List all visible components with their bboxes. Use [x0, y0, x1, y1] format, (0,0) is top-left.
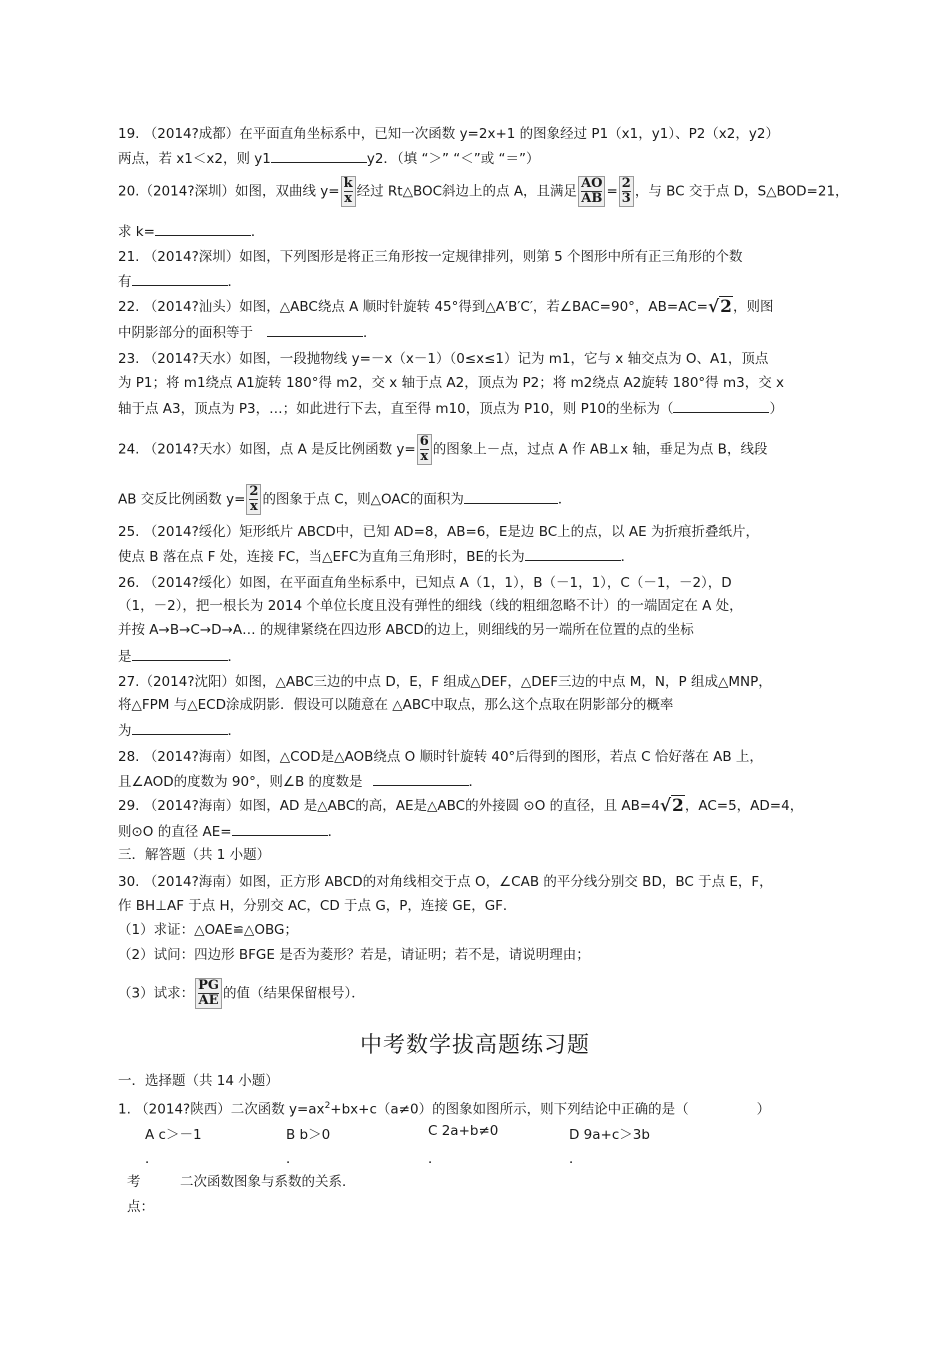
- q1-kaodian-label: 考: [127, 1174, 141, 1190]
- section-1-heading: 一．选择题（共 14 小题）: [118, 1073, 279, 1089]
- q22-line2: 中阴影部分的面积等于 ．: [118, 325, 377, 341]
- q20-line1: 20.（2014?深圳）如图，双曲线 y= $\frac{k}{x}$ 经过 Rt△BOC斜边上的点 A，且满足 $\frac{AO}{AB}$ = $\frac{2}{3}$ ，与 BC 交于点 D，S△BOD=21，: [118, 176, 849, 206]
- fraction-pg-over-ae: $\frac{PG}{AE}$: [195, 978, 222, 1009]
- q28-answer-blank: [373, 772, 469, 786]
- q24-line1: 24. （2014?天水）如图，点 A 是反比例函数 y= $\frac{6}{x}$ 的图象上－点，过点 A 作 AB⊥x 轴，垂足为点 B，线段: [118, 434, 768, 464]
- q29-line1: 29. （2014?海南）如图，AD 是△ABC的高，AE是△ABC的外接圆 ⊙O 的直径，且 AB=4√2，AC=5，AD=4，: [118, 796, 804, 816]
- q21-answer-blank: [132, 272, 228, 286]
- q30-part2: （2）试问：四边形 BFGE 是否为菱形？若是，请证明；若不是，请说明理由；: [118, 947, 590, 963]
- fraction-ao-over-ab: $\frac{AO}{AB}$: [578, 176, 605, 207]
- q1-stem: 1. （2014?陕西）二次函数 $y=ax^2+bx+c(a\ne 0)$的图象如图所示，则下列结论中正确的是（ ）: [118, 1101, 771, 1118]
- sqrt-symbol: √2: [707, 297, 732, 317]
- q19-answer-blank: [271, 149, 367, 163]
- q1-kaodian-label-2: 点：: [127, 1199, 154, 1215]
- q1-kaodian-text: 二次函数图象与系数的关系．: [180, 1174, 356, 1190]
- q27-line3: 为 ．: [118, 723, 241, 739]
- fraction-2-over-x: $\frac{2}{x}$: [246, 484, 261, 515]
- q1-option-a: A c＞－1: [145, 1127, 202, 1143]
- q23-line2: 为 P1；将 m1绕点 A1旋转 180°得 m2，交 x 轴于点 A2，顶点为 P2；将 m2绕点 A2旋转 180°得 m3，交 x: [118, 375, 784, 391]
- q21-line1: 21. （2014?深圳）如图，下列图形是将正三角形按一定规律排列，则第 5 个图形中所有正三角形的个数: [118, 249, 743, 265]
- q27-answer-blank: [132, 721, 228, 735]
- q1-option-a-dot: ．: [145, 1151, 159, 1167]
- q27-line2: 将△FPM 与△ECD涂成阴影．假设可以随意在 △ABC中取点，那么这个点取在阴影部分的概率: [118, 697, 674, 713]
- q30-part1: （1）求证：△OAE≌△OBG；: [118, 922, 298, 938]
- fraction-2-over-3: $\frac{2}{3}$: [619, 176, 634, 207]
- q30-line1: 30. （2014?海南）如图，正方形 ABCD的对角线相交于点 O，∠CAB 的平分线分别交 BD，BC 于点 E，F，: [118, 874, 773, 890]
- q25-line1: 25. （2014?绥化）矩形纸片 ABCD中，已知 AD=8，AB=6，E是边 BC上的点，以 AE 为折痕折叠纸片，: [118, 524, 759, 540]
- q23-line1: 23. （2014?天水）如图，一段抛物线 y=－x（x－1）（0≤x≤1）记为 m1，它与 x 轴交点为 O、A1，顶点: [118, 351, 769, 367]
- sqrt-symbol: √2: [659, 796, 684, 816]
- q26-answer-blank: [132, 647, 228, 661]
- q19-line1: 19. （2014?成都）在平面直角坐标系中，已知一次函数 y=2x+1 的图象经过 P1（x1，y1）、P2（x2，y2）: [118, 126, 779, 142]
- q20-answer-blank: [155, 222, 251, 236]
- q23-answer-blank: [673, 399, 769, 413]
- q22-line1: 22. （2014?汕头）如图，△ABC绕点 A 顺时针旋转 45°得到△A′B′C′，若∠BAC=90°，AB=AC=√2，则图: [118, 297, 774, 317]
- q28-line2: 且∠AOD的度数为 90°，则∠B 的度数是 ．: [118, 774, 482, 790]
- fraction-6-over-x: $\frac{6}{x}$: [417, 434, 432, 465]
- q26-line3: 并按 A→B→C→D→A… 的规律紧绕在四边形 ABCD的边上，则细线的另一端所在位置的点的坐标: [118, 622, 694, 638]
- q1-option-d: D 9a+c＞3b: [569, 1127, 650, 1143]
- fraction-k-over-x: $\frac{k}{x}$: [341, 176, 356, 207]
- q25-answer-blank: [525, 547, 621, 561]
- q25-line2: 使点 B 落在点 F 处，连接 FC，当△EFC为直角三角形时，BE的长为 ．: [118, 549, 635, 565]
- q26-line2: （1，－2），把一根长为 2014 个单位长度且没有弹性的细线（线的粗细忽略不计）的一端固定在 A 处，: [118, 598, 743, 614]
- q1-option-c: C 2a+b≠0: [428, 1123, 499, 1139]
- q1-option-b: B b＞0: [286, 1127, 331, 1143]
- q20-line2: 求 k= ．: [118, 224, 265, 240]
- q22-answer-blank: [267, 323, 363, 337]
- q1-option-c-dot: ．: [428, 1151, 442, 1167]
- q24-answer-blank: [464, 490, 558, 504]
- section-3-heading: 三．解答题（共 1 小题）: [118, 847, 271, 863]
- q19-line2: 两点，若 x1＜x2，则 y1 y2．（填 “＞” “＜”或 “＝”）: [118, 151, 540, 167]
- q29-answer-blank: [232, 822, 328, 836]
- q1-option-b-dot: ．: [286, 1151, 300, 1167]
- q30-line2: 作 BH⊥AF 于点 H，分别交 AC，CD 于点 G，P，连接 GE，GF．: [118, 898, 517, 914]
- q30-part3: （3）试求： $\frac{PG}{AE}$ 的值（结果保留根号）．: [118, 978, 365, 1008]
- page-title: 中考数学拔高题练习题: [359, 1033, 590, 1058]
- q27-line1: 27.（2014?沈阳）如图，△ABC三边的中点 D，E，F 组成△DEF，△DEF三边的中点 M，N，P 组成△MNP，: [118, 674, 772, 690]
- q23-line3: 轴于点 A3，顶点为 P3，…；如此进行下去，直至得 m10，顶点为 P10，则 P10的坐标为（ ）: [118, 401, 783, 417]
- q28-line1: 28. （2014?海南）如图，△COD是△AOB绕点 O 顺时针旋转 40°后得到的图形，若点 C 恰好落在 AB 上，: [118, 749, 763, 765]
- q29-line2: 则⊙O 的直径 AE= ．: [118, 824, 342, 840]
- q26-line4: 是 ．: [118, 649, 241, 665]
- q24-line2: AB 交反比例函数 y= $\frac{2}{x}$ 的图象于点 C，则△OAC的面积为 ．: [118, 484, 572, 514]
- q26-line1: 26. （2014?绥化）如图，在平面直角坐标系中，已知点 A（1，1），B（－1，1），C（－1，－2），D: [118, 575, 732, 591]
- q1-option-d-dot: ．: [569, 1151, 583, 1167]
- q21-line2: 有 ．: [118, 274, 241, 290]
